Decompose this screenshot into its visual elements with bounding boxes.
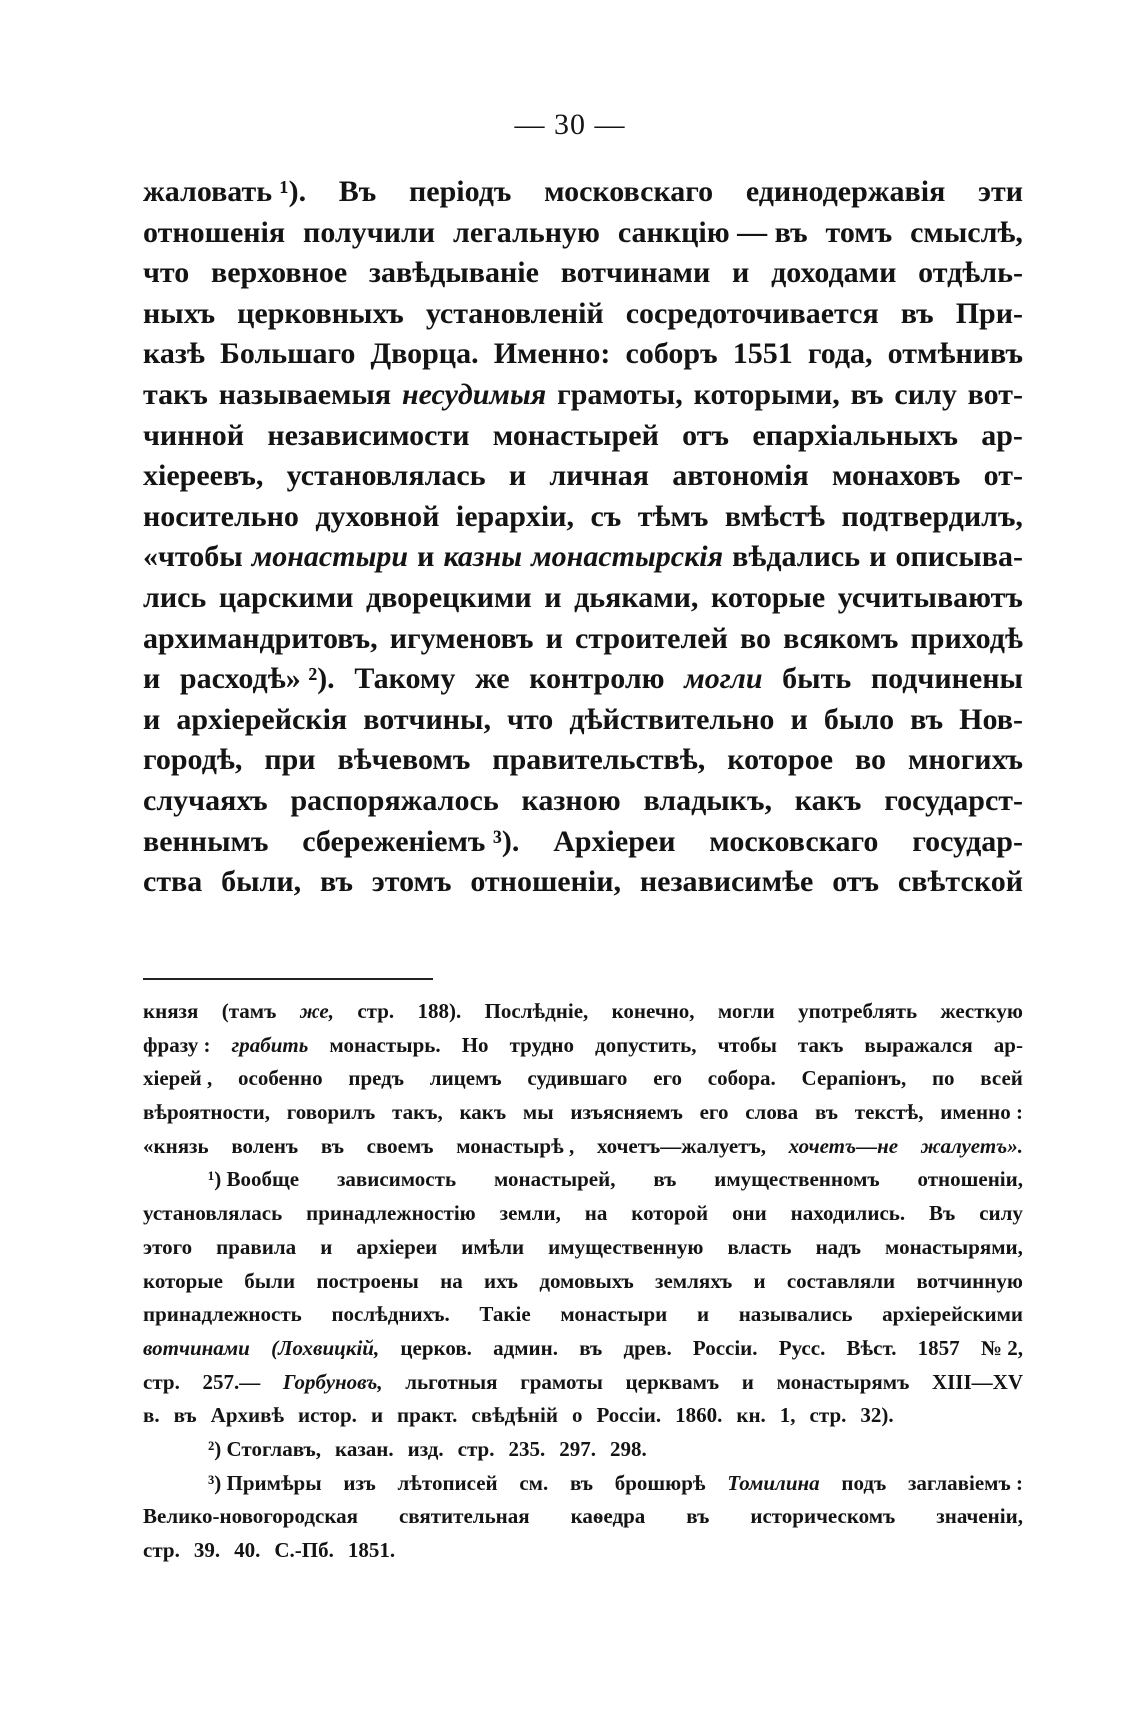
text-line: носительно духовной іерархіи, съ тѣмъ вмѣстѣ подтвердилъ, — [143, 499, 1023, 533]
footnote-line: хіерей , особенно предъ лицемъ судившаго его собора. Серапіонъ, по всей — [143, 1066, 1023, 1091]
text-line: случаяхъ распоряжалось казною владыкъ, какъ государст- — [143, 783, 1023, 817]
footnote-line: князя (тамъ же, стр. 188). Послѣдніе, конечно, могли употреблять жесткую — [143, 999, 1023, 1023]
text-line: что верховное завѣдываніе вотчинами и доходами отдѣль- — [143, 256, 1023, 290]
text-line: ныхъ церковныхъ установленій сосредоточивается въ При- — [143, 296, 1023, 330]
footnote-line: установлялась принадлежностію земли, на которой они находились. Въ силу — [143, 1201, 1023, 1226]
text-line: лись царскими дворецкими и дьяками, которые усчитываютъ — [143, 580, 1023, 614]
footnote-line: вотчинами (Лохвицкій, церков. админ. въ древ. Россіи. Русс. Вѣст. 1857 № 2, — [143, 1335, 1023, 1360]
footnote-line: «князь воленъ въ своемъ монастырѣ , хочетъ—жалуетъ, хочетъ—не жалуетъ». — [143, 1133, 1023, 1158]
footnote-separator — [143, 978, 433, 980]
footnote-line: которые были построены на ихъ домовыхъ земляхъ и составляли вотчинную — [143, 1268, 1023, 1293]
footnote-line: этого правила и архіереи имѣли имущественную власть надъ монастырями, — [143, 1234, 1023, 1259]
text-line: жаловать ¹). Въ періодъ московскаго единодержавія эти — [143, 175, 1023, 208]
footnote-2: ²) Стоглавъ, казан. изд. стр. 235. 297. 298. — [208, 1436, 647, 1461]
footnote-line: стр. 257.— Горбуновъ, льготныя грамоты церквамъ и монастырямъ XIII—XV — [143, 1369, 1023, 1394]
footnote-line: вѣроятности, говорилъ такъ, какъ мы изъясняемъ его слова въ текстѣ, именно : — [143, 1100, 1023, 1125]
footnotes — [143, 995, 1023, 1568]
footnote-line: принадлежность послѣднихъ. Такіе монастыри и назывались архіерейскими — [143, 1302, 1023, 1327]
footnote-1: ¹) Вообще зависимость монастырей, въ имущественномъ отношеніи, — [208, 1167, 1023, 1192]
text-line: такъ называемыя несудимыя грамоты, которыми, въ силу вот- — [143, 377, 1023, 411]
footnote-line: стр. 39. 40. С.-Пб. 1851. — [143, 1538, 396, 1562]
main-text — [143, 172, 1023, 903]
footnote-line: в. въ Архивѣ истор. и практ. свѣдѣній о Россіи. 1860. кн. 1, стр. 32). — [143, 1403, 894, 1428]
text-line: чинной независимости монастырей отъ епархіальныхъ ар- — [143, 418, 1023, 452]
text-line: ства были, въ этомъ отношеніи, независимѣе отъ свѣтской — [143, 865, 1023, 899]
text-line: городѣ, при вѣчевомъ правительствѣ, которое во многихъ — [143, 743, 1023, 777]
text-line: отношенія получили легальную санкцію — въ томъ смыслѣ, — [143, 215, 1023, 249]
text-line: веннымъ сбереженіемъ ³). Архіереи московскаго государ- — [143, 824, 1023, 858]
text-line: «чтобы монастыри и казны монастырскія вѣдались и описыва- — [143, 540, 1023, 574]
footnote-line: фразу : грабить монастырь. Но трудно допустить, чтобы такъ выражался ар- — [143, 1032, 1023, 1057]
text-line: и архіерейскія вотчины, что дѣйствительно и было въ Нов- — [143, 702, 1023, 736]
text-line: и расходѣ» ²). Такому же контролю могли быть подчинены — [143, 662, 1023, 696]
text-line: казѣ Большаго Дворца. Именно: соборъ 1551 года, отмѣнивъ — [143, 337, 1023, 371]
footnote-line: Велико-новогородская святительная каѳедра въ историческомъ значеніи, — [143, 1504, 1023, 1529]
text-line: архимандритовъ, игуменовъ и строителей во всякомъ приходѣ — [143, 621, 1023, 655]
text-line: хіереевъ, установлялась и личная автономія монаховъ от- — [143, 459, 1023, 493]
footnote-3: ³) Примѣры изъ лѣтописей см. въ брошюрѣ Томилина подъ заглавіемъ : — [208, 1470, 1023, 1495]
page-number: — 30 — — [514, 108, 626, 141]
